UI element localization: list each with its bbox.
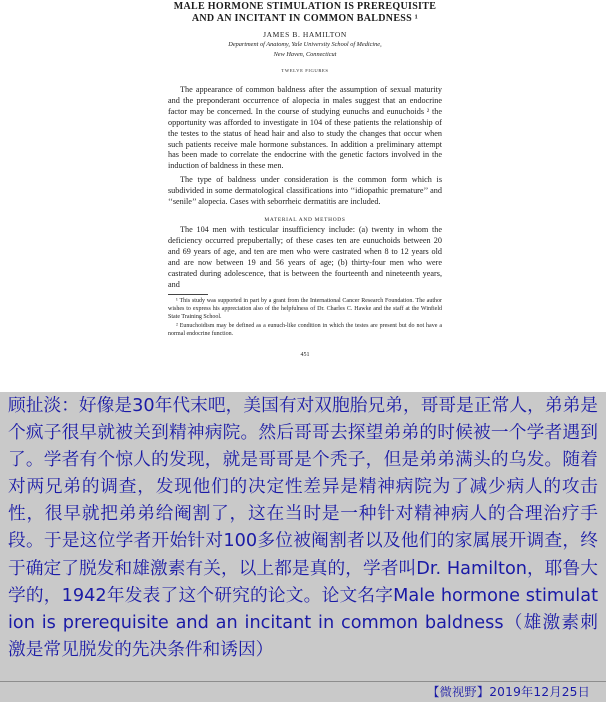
section-heading: MATERIAL AND METHODS [264, 216, 346, 223]
footnote-1: ¹ This study was supported in part by a grant from the International Cancer Research Foundation. The author wishes to express his appreciation also of the helpfulness of Dr. Charles C. Hawke and the staff at the Winfield State Training School. [168, 298, 442, 320]
paper-affiliation-line-2: New Haven, Connecticut [273, 51, 337, 58]
paper-column [168, 0, 442, 358]
paper-title: MALE HORMONE STIMULATION IS PREREQUISITE AND AN INCITANT IN COMMON BALDNESS ¹ [173, 1, 437, 24]
page-number: 451 [300, 352, 310, 359]
paper-paragraph-3: The 104 men with testicular insufficiency include: (a) twenty in whom the deficiency occurred prepubertally; of these cases ten are eunuchoids between 20 and 69 years of age, and ten are men who were castrated when 8 to 12 years old and are now between 19 and 56 years of age; (b) thirty-four men who were castrated during adolescence, that is between the fourteenth and nineteenth years, and [168, 224, 442, 289]
footer-divider [0, 681, 606, 682]
paper-affiliation-line-1: Department of Anatomy, Yale University School of Medicine, [228, 41, 382, 48]
paper-paragraph-2: The type of baldness under consideration is the common form which is subdivided in some dermatological classifications into ‘‘idiopathic premature’’ and ‘‘senile’’ alopecia. Cases with seborrheic dermatitis are included. [168, 175, 442, 207]
paper-paragraph-1: The appearance of common baldness after the assumption of sexual maturity and the preponderant occurrence of alopecia in males suggest that an endocrine factor may be concerned. In the course of studying eunuchs and eunuchoids ² the opportunity was afforded to investigate in 104 of these patients the relationship of the testes to the status of head hair and also to study the changes that occur when such patients receive male hormone substances. In addition a preliminary attempt has been made to correlate the endocrine with the genetic factors involved in the induction of baldness in these men. [168, 85, 442, 171]
figures-note: TWELVE FIGURES [281, 68, 329, 73]
paper-author: JAMES B. HAMILTON [263, 30, 347, 39]
commentary-text: 顾扯淡：好像是30年代末吧，美国有对双胞胎兄弟，哥哥是正常人，弟弟是个疯子很早就被关到精神病院。然后哥哥去探望弟弟的时候被一个学者遇到了。学者有个惊人的发现，就是哥哥是个秃子，但是弟弟满头的乌发。随着对两兄弟的调查，发现他们的决定性差异是精神病院为了减少病人的攻击性，很早就把弟弟给阉割了，这在当时是一种针对精神病人的合理治疗手段。于是这位学者开始针对100多位被阉割者以及他们的家属展开调查，终于确定了脱发和雄激素有关，以上都是真的，学者叫Dr. Hamilton，耶鲁大学的，1942年发表了这个研究的论文。论文名字Male hormone stimulation is prerequisite and an incitant in common baldness（雄激素刺激是常见脱发的先决条件和诱因） [6, 392, 600, 679]
footer-credit: 【微视野】2019年12月25日 [427, 685, 590, 699]
footnote-divider [168, 294, 208, 295]
footnote-2: ² Eunuchoidism may be defined as a eunuch-like condition in which the testes are present but do not have a normal endocrine function. [168, 322, 442, 337]
